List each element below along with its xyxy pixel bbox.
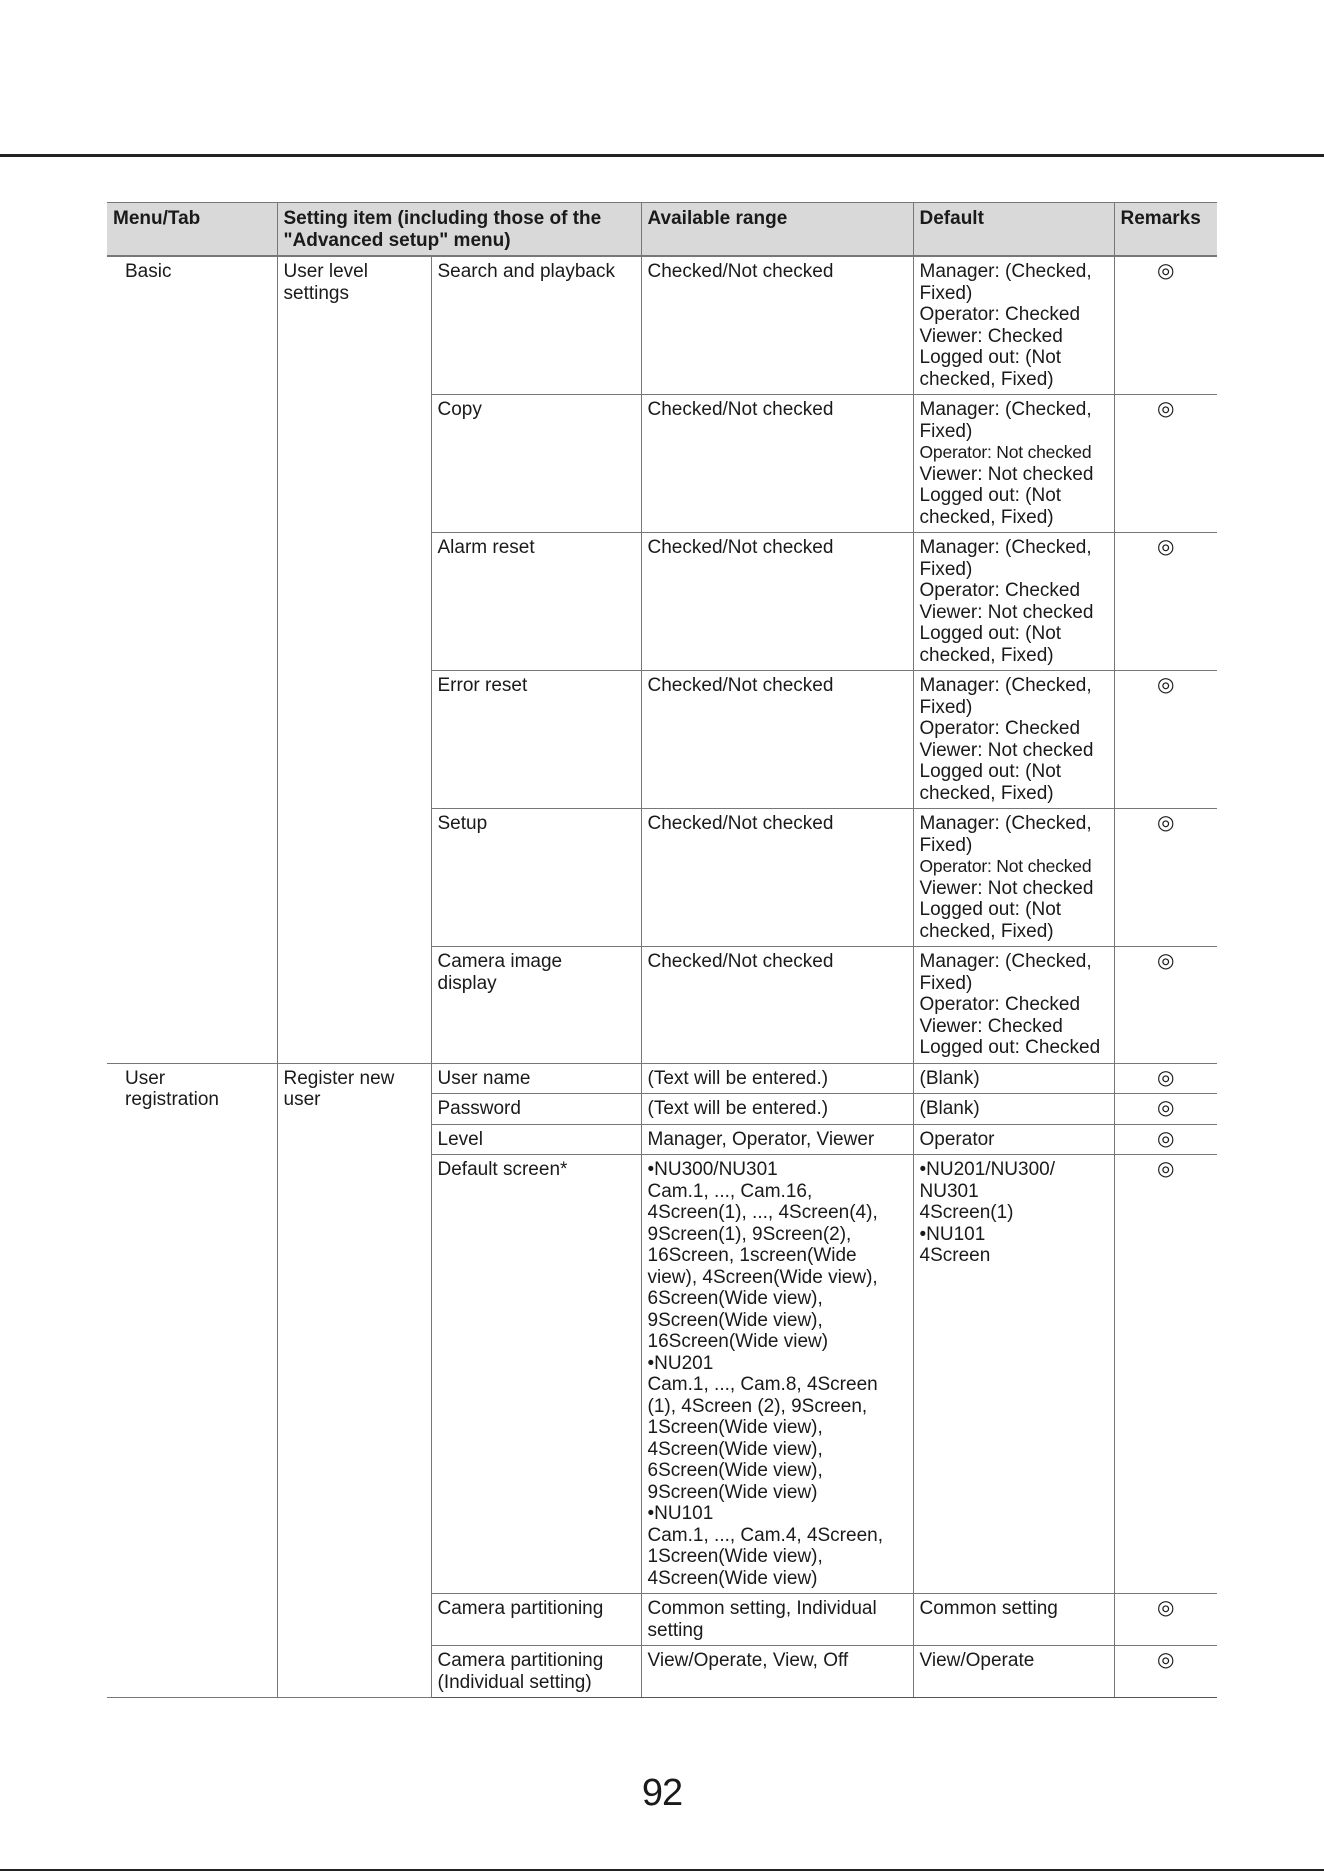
page-number: 92 bbox=[641, 1772, 683, 1814]
remark-mark: ◎ bbox=[1114, 947, 1217, 1064]
remark-mark: ◎ bbox=[1114, 1124, 1217, 1155]
default-value: Operator bbox=[913, 1124, 1114, 1155]
setting-item: Camera partitioning (Individual setting) bbox=[431, 1646, 641, 1698]
header-rule bbox=[0, 154, 1324, 157]
settings-table bbox=[107, 202, 1217, 1698]
header-available-range: Available range bbox=[641, 203, 913, 257]
default-line: Viewer: Not checked Logged out: (Not checked, Fixed) bbox=[919, 877, 1094, 942]
setting-item: Level bbox=[431, 1124, 641, 1155]
setting-item: Search and playback bbox=[431, 256, 641, 395]
remark-mark: ◎ bbox=[1114, 395, 1217, 533]
available-range: Checked/Not checked bbox=[641, 256, 913, 395]
setting-item: Camera partitioning bbox=[431, 1594, 641, 1646]
header-remarks: Remarks bbox=[1114, 203, 1217, 257]
table-header-row bbox=[107, 203, 1217, 257]
setting-item: User name bbox=[431, 1063, 641, 1094]
default-value: (Blank) bbox=[913, 1063, 1114, 1094]
default-value: Manager: (Checked, Fixed) Operator: Checked Viewer: Checked Logged out: Checked bbox=[913, 947, 1114, 1064]
default-value: Manager: (Checked, Fixed) Operator: Checked Viewer: Not checked Logged out: (Not checked, Fixed) bbox=[913, 533, 1114, 671]
setting-item: Alarm reset bbox=[431, 533, 641, 671]
remark-mark: ◎ bbox=[1114, 1594, 1217, 1646]
setting-item: Setup bbox=[431, 809, 641, 947]
available-range: Checked/Not checked bbox=[641, 809, 913, 947]
available-range: Checked/Not checked bbox=[641, 671, 913, 809]
setting-item: Error reset bbox=[431, 671, 641, 809]
available-range: (Text will be entered.) bbox=[641, 1063, 913, 1094]
remark-mark: ◎ bbox=[1114, 1155, 1217, 1594]
remark-mark: ◎ bbox=[1114, 533, 1217, 671]
sub-register-new-user: Register new user bbox=[277, 1063, 431, 1698]
table-row bbox=[107, 256, 1217, 395]
header-setting-item: Setting item (including those of the "Advanced setup" menu) bbox=[277, 203, 641, 257]
menu-user-registration: User registration bbox=[107, 1063, 277, 1698]
default-value: Common setting bbox=[913, 1594, 1114, 1646]
remark-mark: ◎ bbox=[1114, 256, 1217, 395]
menu-basic: Basic bbox=[107, 256, 277, 1063]
default-value: •NU201/NU300/ NU301 4Screen(1) •NU101 4Screen bbox=[913, 1155, 1114, 1594]
default-value: View/Operate bbox=[913, 1646, 1114, 1698]
sub-user-level-settings: User level settings bbox=[277, 256, 431, 1063]
remark-mark: ◎ bbox=[1114, 1094, 1217, 1125]
available-range: Checked/Not checked bbox=[641, 947, 913, 1064]
default-line: Viewer: Not checked Logged out: (Not checked, Fixed) bbox=[919, 463, 1094, 528]
header-default: Default bbox=[913, 203, 1114, 257]
remark-mark: ◎ bbox=[1114, 1646, 1217, 1698]
default-value: Manager: (Checked, Fixed) Operator: Checked Viewer: Not checked Logged out: (Not checked, Fixed) bbox=[913, 671, 1114, 809]
default-value: (Blank) bbox=[913, 1094, 1114, 1125]
default-line: Operator: Not checked bbox=[919, 856, 1092, 876]
remark-mark: ◎ bbox=[1114, 1063, 1217, 1094]
default-line: Manager: (Checked, Fixed) bbox=[919, 399, 1092, 442]
available-range: (Text will be entered.) bbox=[641, 1094, 913, 1125]
default-line: Manager: (Checked, Fixed) bbox=[919, 813, 1092, 856]
available-range: •NU300/NU301 Cam.1, ..., Cam.16, 4Screen(1), ..., 4Screen(4), 9Screen(1), 9Screen(2), 16Screen, 1screen(Wide view), 4Screen(Wide view), 6Screen(Wide view), 9Screen(Wide view), 16Screen(Wide view) •NU201 Cam.1, ..., Cam.8, 4Screen (1), 4Screen (2), 9Screen, 1Screen(Wide view), 4Screen(Wide view), 6Screen(Wide view), 9Screen(Wide view) •NU101 Cam.1, ..., Cam.4, 4Screen, 1Screen(Wide view), 4Screen(Wide view) bbox=[641, 1155, 913, 1594]
default-value bbox=[913, 395, 1114, 533]
available-range: Common setting, Individual setting bbox=[641, 1594, 913, 1646]
header-menu-tab: Menu/Tab bbox=[107, 203, 277, 257]
remark-mark: ◎ bbox=[1114, 671, 1217, 809]
setting-item: Default screen* bbox=[431, 1155, 641, 1594]
setting-item: Password bbox=[431, 1094, 641, 1125]
footer-rule bbox=[0, 1869, 1324, 1871]
available-range: View/Operate, View, Off bbox=[641, 1646, 913, 1698]
remark-mark: ◎ bbox=[1114, 809, 1217, 947]
default-value bbox=[913, 809, 1114, 947]
available-range: Manager, Operator, Viewer bbox=[641, 1124, 913, 1155]
available-range: Checked/Not checked bbox=[641, 395, 913, 533]
default-value: Manager: (Checked, Fixed) Operator: Checked Viewer: Checked Logged out: (Not checked, Fixed) bbox=[913, 256, 1114, 395]
default-line: Operator: Not checked bbox=[919, 442, 1092, 462]
table-row bbox=[107, 1063, 1217, 1094]
available-range: Checked/Not checked bbox=[641, 533, 913, 671]
setting-item: Copy bbox=[431, 395, 641, 533]
setting-item: Camera image display bbox=[431, 947, 641, 1064]
